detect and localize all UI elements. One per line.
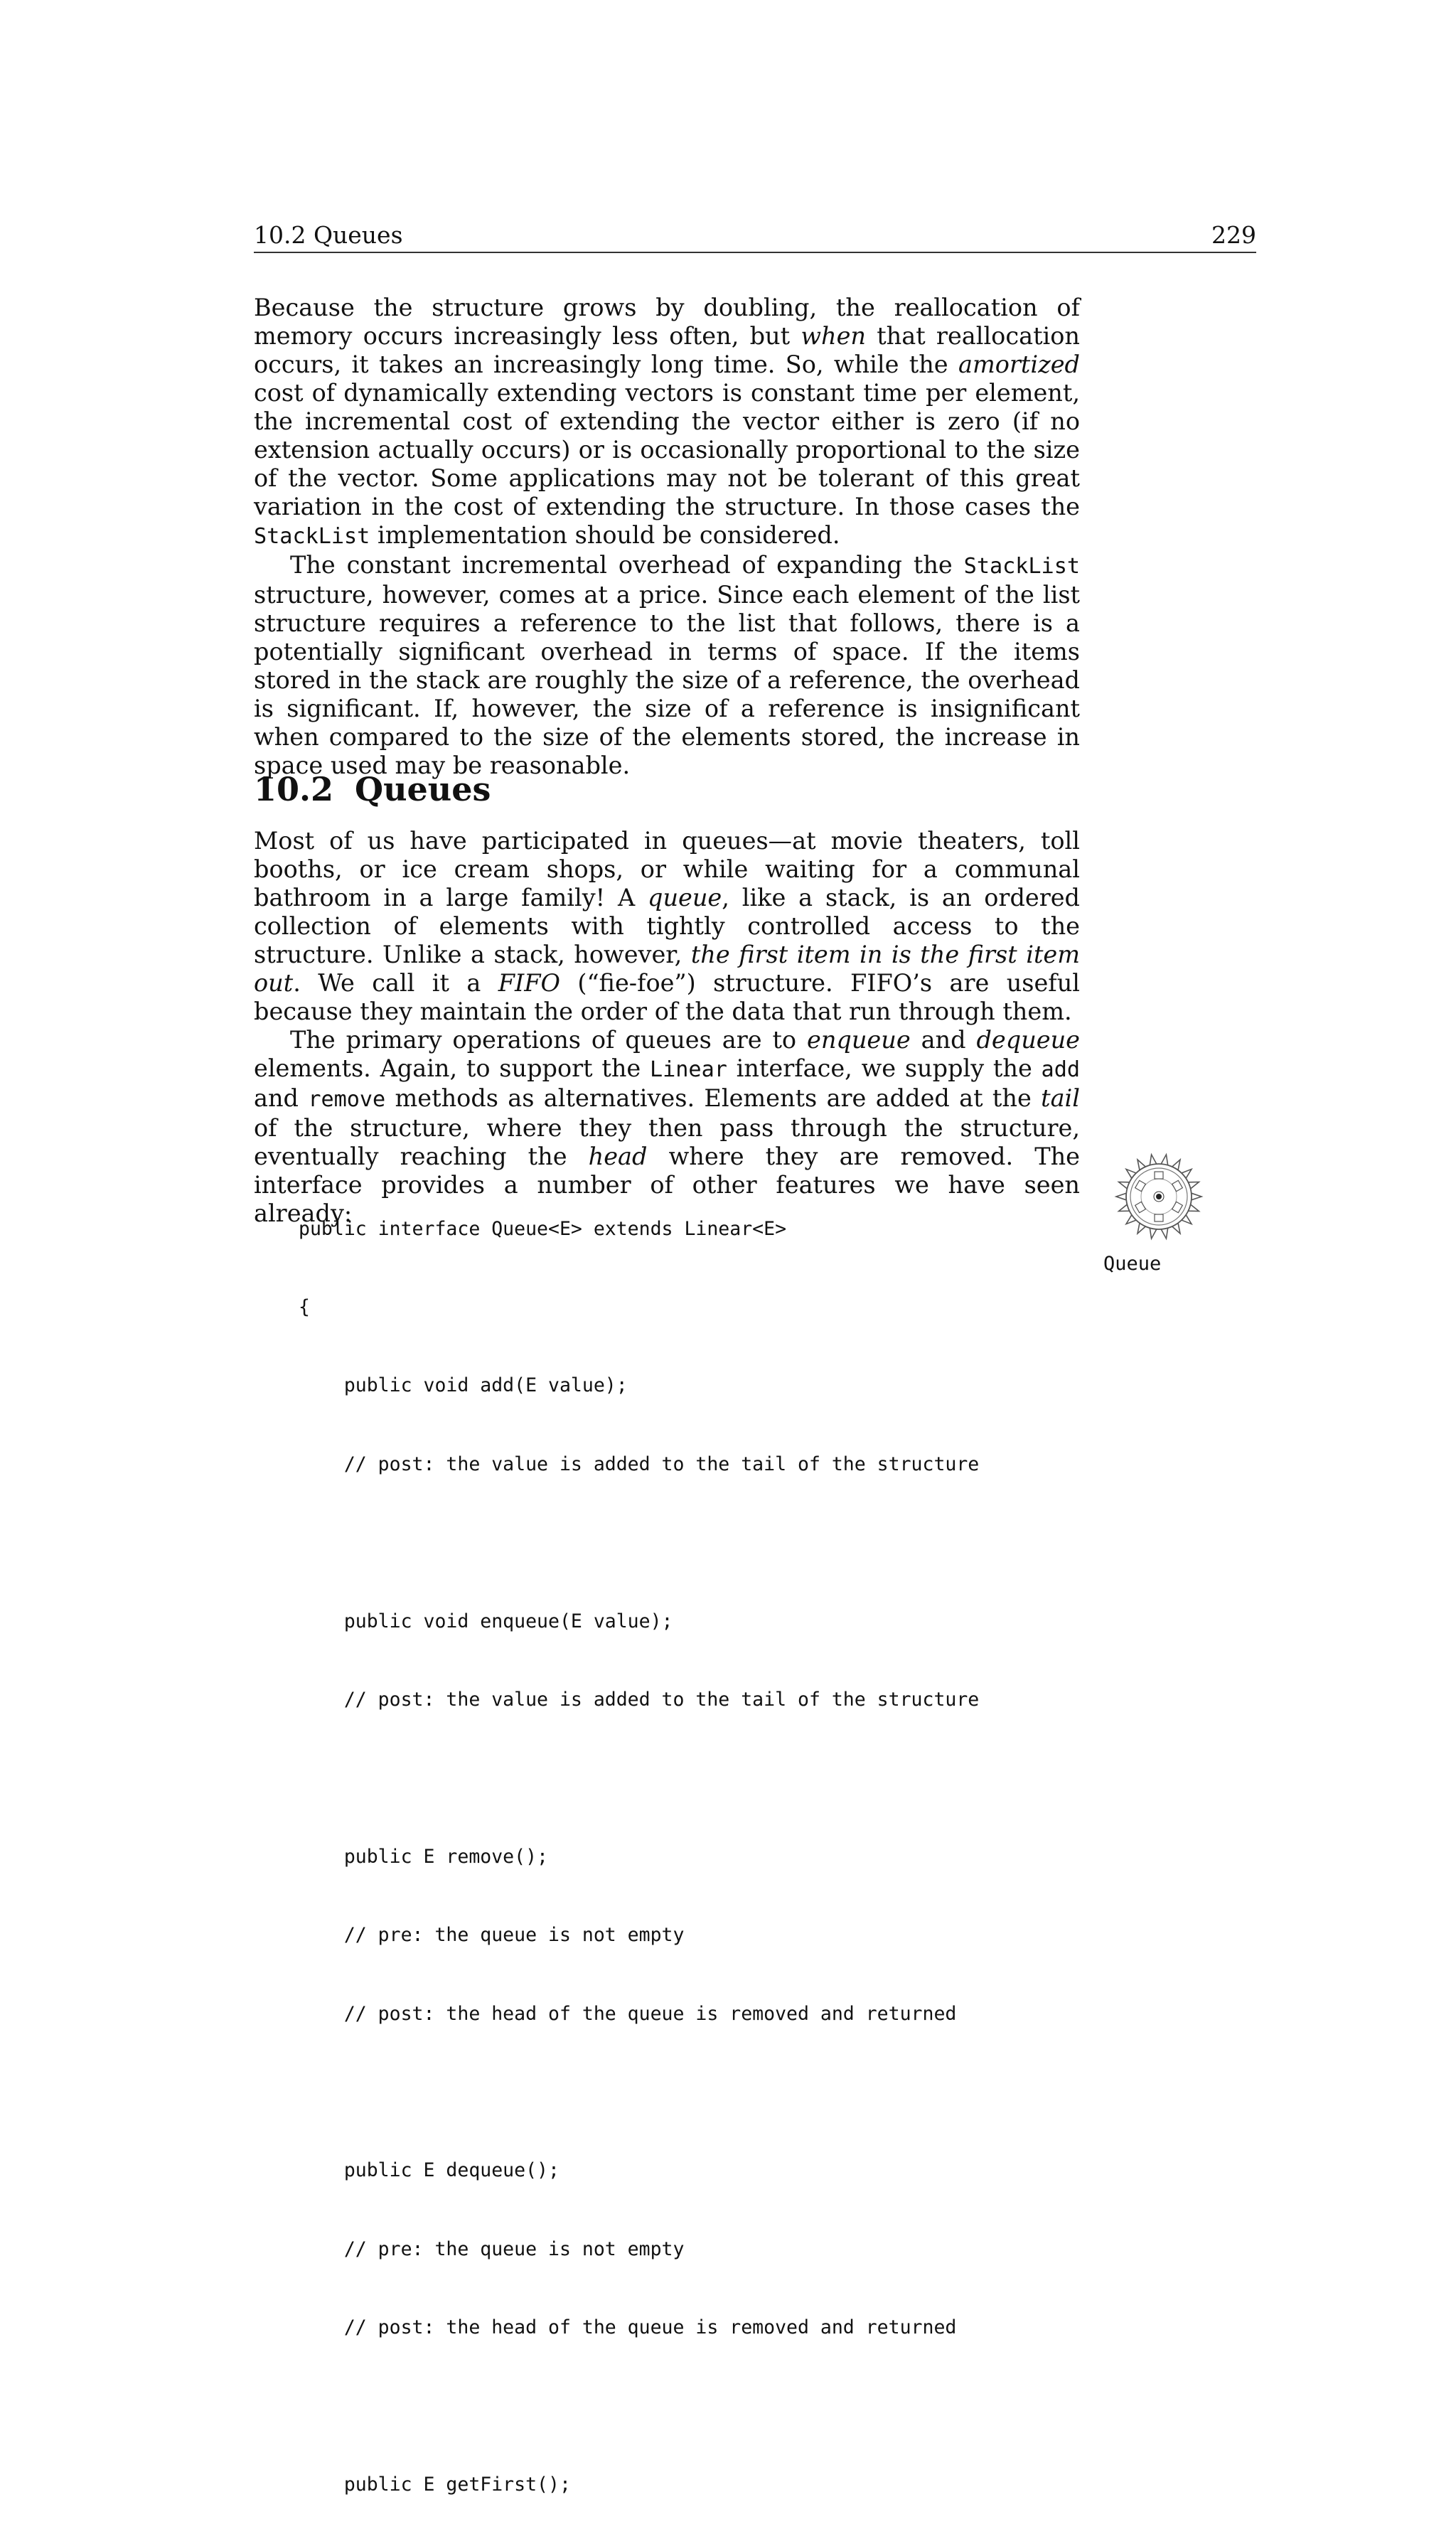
code-line: // post: the head of the queue is removed and returned — [299, 2316, 957, 2339]
gear-icon — [1113, 1150, 1205, 1243]
gear-tooth — [1116, 1193, 1126, 1200]
section-heading — [254, 768, 491, 811]
paragraph-queue-operations: The primary operations of queues are to enqueue and dequeue elements. Again, to support the Linear interface, we supply the add and remove methods as alternatives. Elements are added at the tail of the structure, where they then pass through the structure, eventually reaching the head where they are removed. The interface provides a number of other features we have seen already: — [254, 1026, 1080, 1227]
code-line — [299, 1765, 979, 1792]
gear-tooth — [1192, 1193, 1201, 1200]
code-listing-queue-interface — [299, 1164, 979, 2524]
section-title: Queues — [355, 770, 491, 808]
section-number: 10.2 — [254, 770, 334, 808]
code-line — [299, 1530, 979, 1556]
code-line: // post: the value is added to the tail of the structure — [299, 1688, 980, 1711]
code-line: // pre: the queue is not empty — [299, 1924, 685, 1947]
running-header — [254, 219, 1256, 253]
code-line: { — [299, 1295, 310, 1318]
paragraph-space-overhead: The constant incremental overhead of expanding the StackList structure, however, comes at a price. Since each element of the list structure requires a reference to the list that follows, there is a potentially significant overhead in terms of space. If the items stored in the stack are roughly the size of a reference, the overhead is significant. If, however, the size of a reference is insignificant when compared to the size of the elements stored, the increase in space used may be reasonable. — [254, 551, 1080, 779]
paragraph-amortized-cost: Because the structure grows by doubling, the reallocation of memory occurs increasingly less often, but when that reallocation occurs, it takes an increasingly long time. So, while the amortized cost of dynamically extending vectors is constant time per element, the incremental cost of extending the vector either is zero (if no extension actually occurs) or is occasionally proportional to the size of the vector. Some applications may not be tolerant of this great variation in the cost of extending the structure. In those cases the StackList implementation should be considered. — [254, 294, 1080, 549]
code-line: public interface Queue<E> extends Linear<E> — [299, 1217, 787, 1240]
code-line: // post: the value is added to the tail of the structure — [299, 1453, 980, 1475]
code-line — [299, 2080, 979, 2106]
paragraph-queue-definition: Most of us have participated in queues—at movie theaters, toll booths, or ice cream shops, or while waiting for a communal bathroom in a large family! A queue, like a stack, is an ordered collection of elements with tightly controlled access to the structure. Unlike a stack, however, the first item in is the first item out. We call it a FIFO (“fie-foe”) structure. FIFO’s are useful because they maintain the order of the data that run through them. — [254, 827, 1081, 1025]
code-line: public void enqueue(E value); — [299, 1610, 673, 1632]
gear-queue-cell — [1155, 1214, 1163, 1221]
code-line: public E dequeue(); — [299, 2159, 560, 2182]
running-header-section: 10.2 Queues — [254, 221, 403, 249]
code-line: // post: the head of the queue is removed and returned — [299, 2002, 957, 2025]
margin-note-label: Queue — [1103, 1253, 1162, 1275]
code-line — [299, 2393, 979, 2419]
code-line: public E remove(); — [299, 1845, 548, 1868]
code-line: // pre: the queue is not empty — [299, 2237, 685, 2260]
page-number: 229 — [1211, 221, 1256, 249]
body-text-top — [254, 294, 1080, 780]
gear-icon-graphic — [1113, 1150, 1205, 1243]
code-line: public void add(E value); — [299, 1374, 628, 1397]
gear-queue-cell — [1155, 1172, 1163, 1179]
code-line: public E getFirst(); — [299, 2473, 571, 2496]
